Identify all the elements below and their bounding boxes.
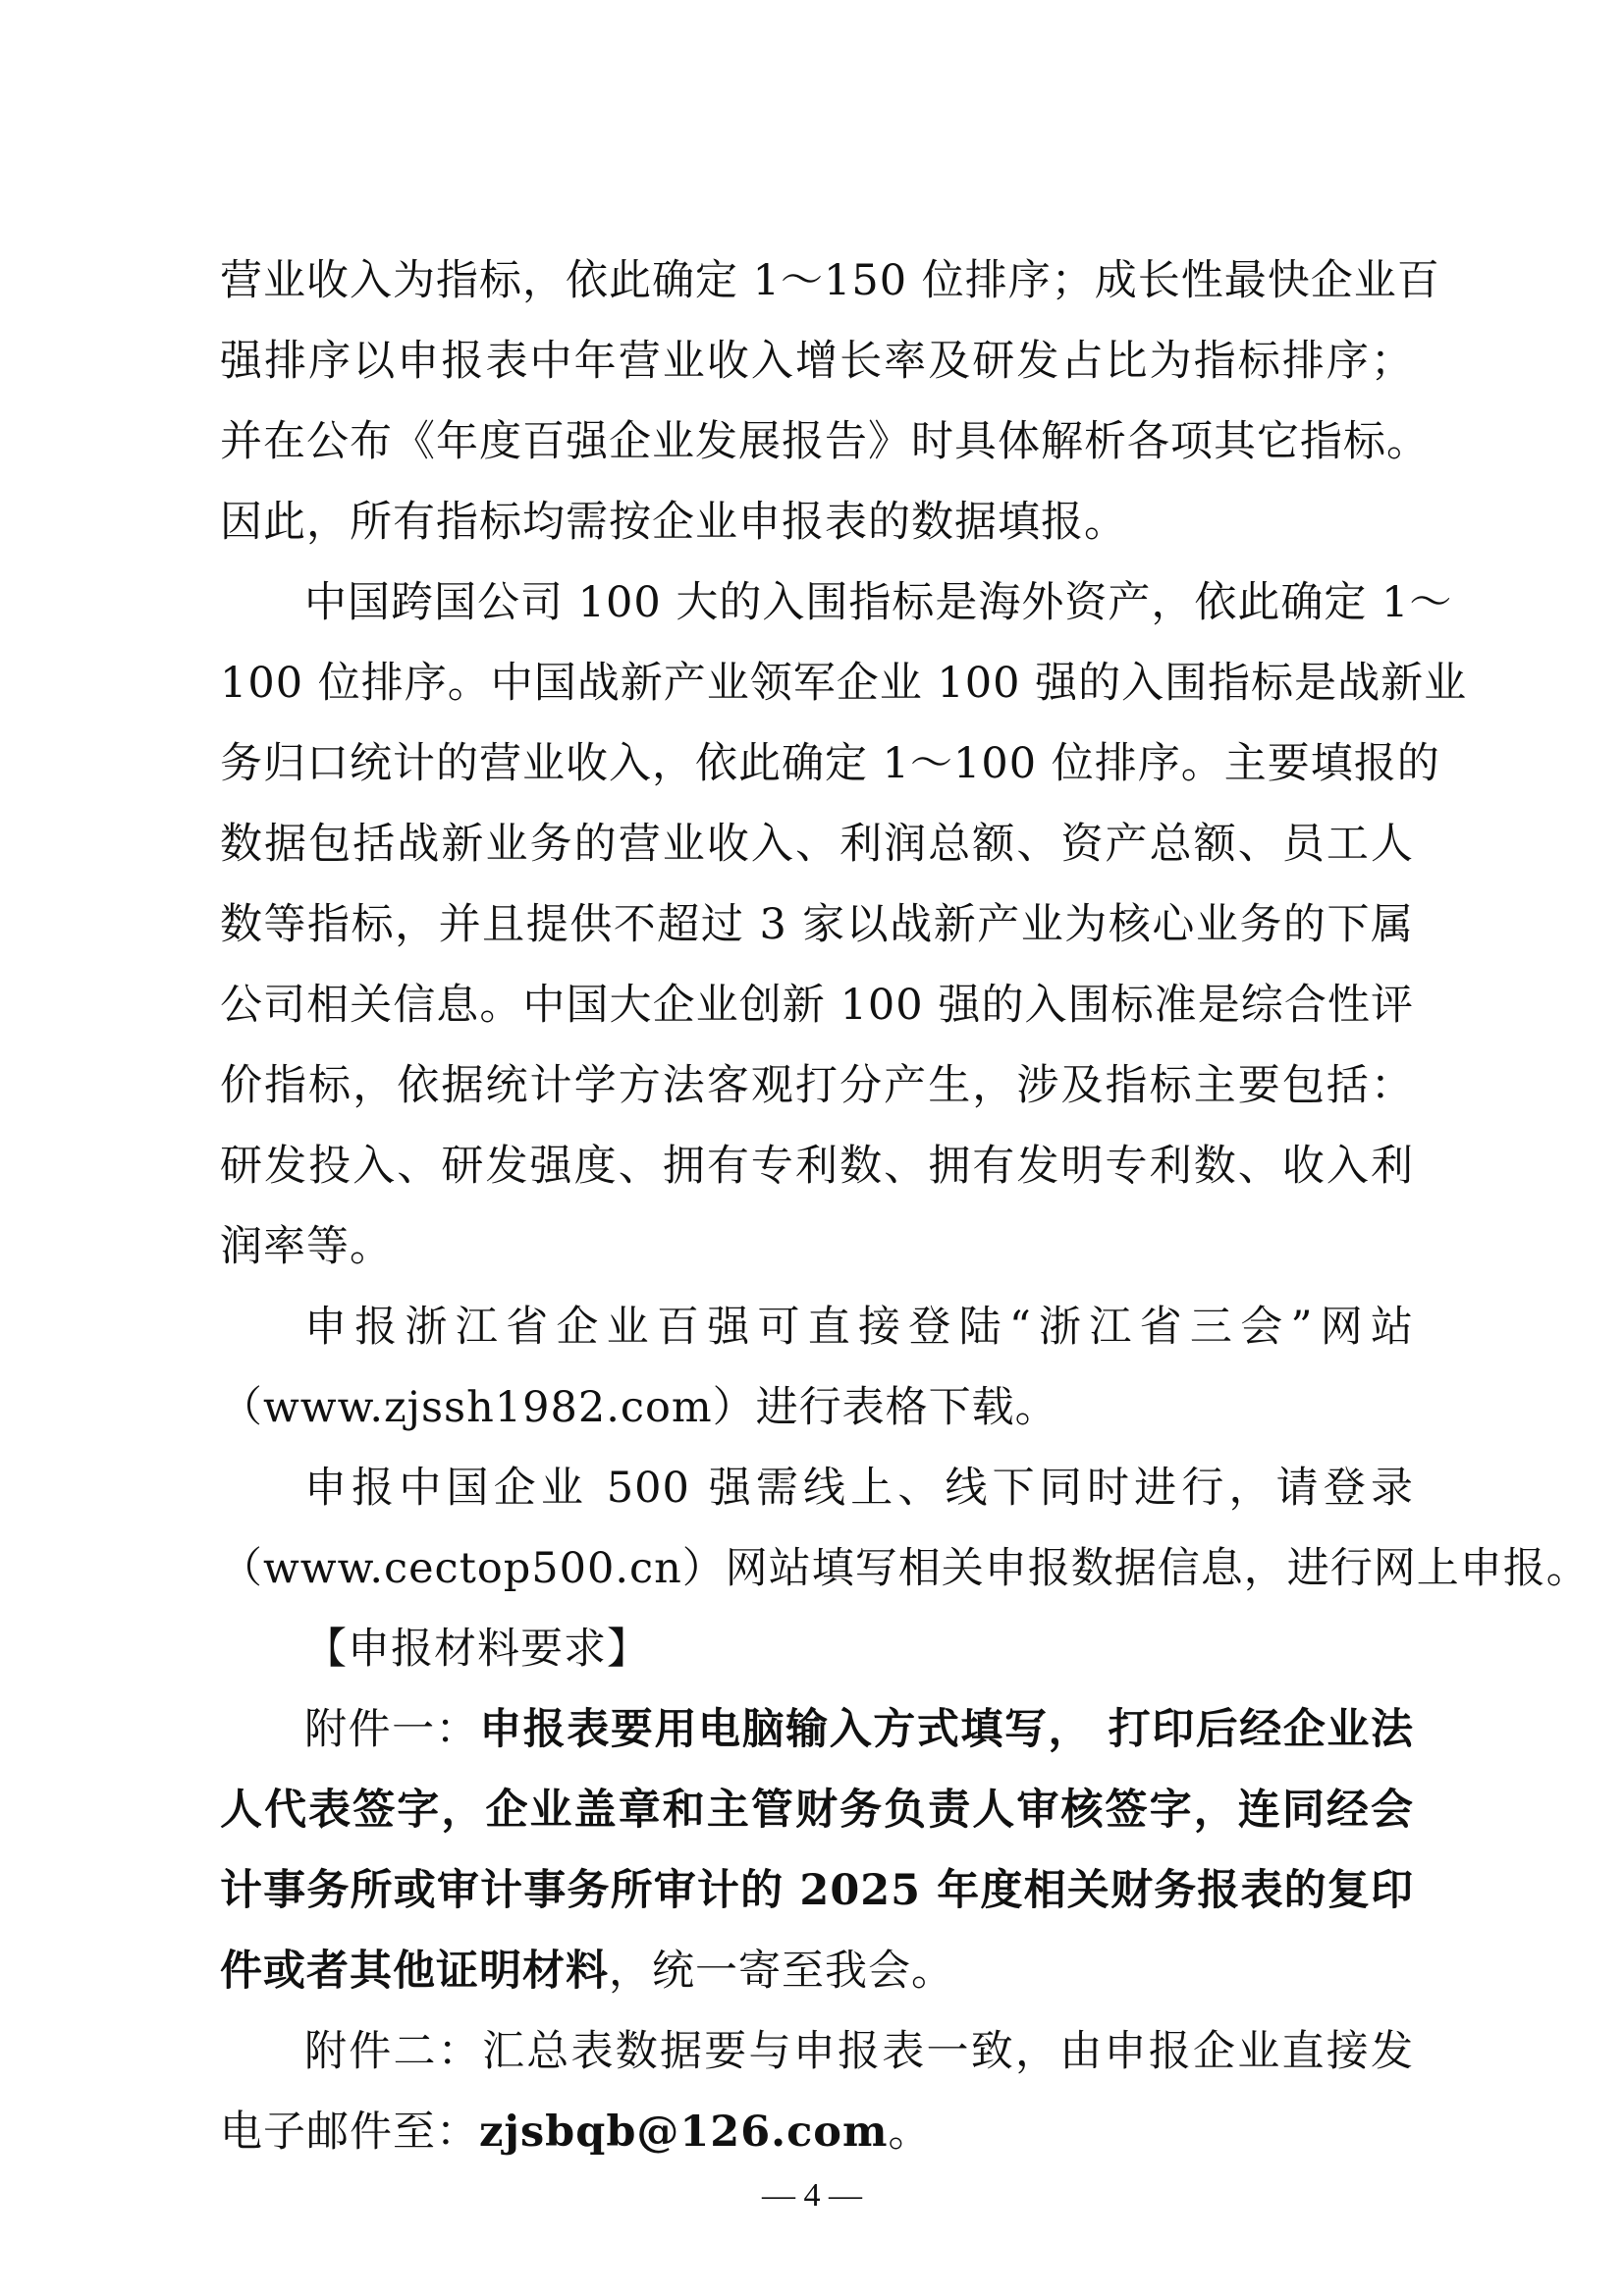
attachment-one-label: 附件一： — [304, 1705, 480, 1754]
paragraph-line: 因此，所有指标均需按企业申报表的数据填报。 — [220, 498, 1127, 547]
section-heading: 【申报材料要求】 — [304, 1625, 650, 1674]
paragraph-line: 研发投入、研发强度、拥有专利数、拥有发明专利数、收入利 — [220, 1142, 1414, 1191]
paragraph-line: 数据包括战新业务的营业收入、利润总额、资产总额、员工人 — [220, 820, 1414, 869]
attachment-two-line — [220, 2093, 1414, 2171]
paragraph-line: （www.zjssh1982.com）进行表格下载。 — [220, 1383, 1058, 1432]
attachment-one-bold-text: 计事务所或审计事务所审计的 2025 年度相关财务报表的复印 — [220, 1866, 1414, 1915]
paragraph-line: 100 位排序。中国战新产业领军企业 100 强的入围指标是战新业 — [220, 659, 1468, 708]
attachment-two-prefix: 电子邮件至： — [220, 2108, 479, 2157]
attachment-one-bold-text: 件或者其他证明材料 — [220, 1947, 609, 1996]
attachment-two-line: 附件二：汇总表数据要与申报表一致，由申报企业直接发 — [304, 2027, 1414, 2076]
attachment-one-line — [220, 1932, 1414, 2010]
paragraph-line: 并在公布《年度百强企业发展报告》时具体解析各项其它指标。 — [220, 417, 1430, 466]
paragraph-line: 强排序以申报表中年营业收入增长率及研发占比为指标排序； — [220, 337, 1414, 386]
attachment-one-bold-text: 申报表要用电脑输入方式填写， 打印后经企业法 — [479, 1705, 1414, 1754]
paragraph-line: （www.cectop500.cn）网站填写相关申报数据信息，进行网上申报。 — [220, 1544, 1590, 1593]
attachment-one-line — [304, 1690, 1414, 1769]
paragraph-line: 中国跨国公司 100 大的入围指标是海外资产，依此确定 1～ — [304, 578, 1453, 627]
paragraph-line: 润率等。 — [220, 1222, 393, 1271]
contact-email: zjsbqb@126.com — [479, 2108, 889, 2157]
paragraph-line: 营业收入为指标，依此确定 1～150 位排序；成长性最快企业百 — [220, 256, 1440, 305]
page-number: — 4 — — [762, 2177, 862, 2214]
paragraph-line: 务归口统计的营业收入，依此确定 1～100 位排序。主要填报的 — [220, 739, 1440, 788]
paragraph-line: 公司相关信息。中国大企业创新 100 强的入围标准是综合性评 — [220, 981, 1414, 1030]
paragraph-line: 申报中国企业 500 强需线上、线下同时进行，请登录 — [304, 1464, 1414, 1513]
attachment-one-suffix: ，统一寄至我会。 — [609, 1947, 954, 1996]
paragraph-line: 价指标，依据统计学方法客观打分产生，涉及指标主要包括： — [220, 1061, 1414, 1110]
paragraph-line: 申报浙江省企业百强可直接登陆“浙江省三会”网站 — [304, 1303, 1414, 1352]
attachment-one-bold-text: 人代表签字，企业盖章和主管财务负责人审核签字，连同经会 — [220, 1786, 1414, 1835]
paragraph-line: 数等指标，并且提供不超过 3 家以战新产业为核心业务的下属 — [220, 900, 1414, 949]
attachment-two-suffix: 。 — [888, 2108, 932, 2157]
